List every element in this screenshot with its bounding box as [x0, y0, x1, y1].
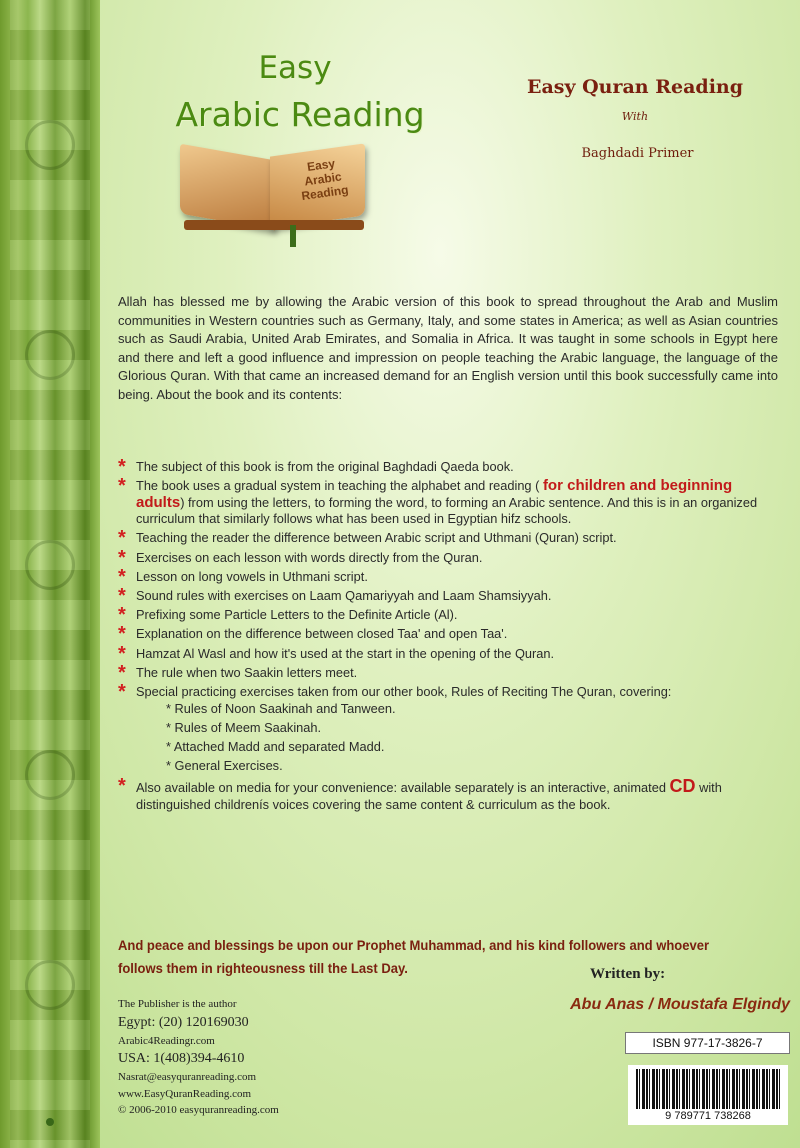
contents-list — [116, 456, 780, 816]
sub-item: * General Exercises. — [166, 757, 283, 773]
star-icon: * — [118, 680, 126, 703]
phone-egypt: Egypt: (20) 120169030 — [118, 1014, 249, 1030]
highlight-audience: for children and beginning adults — [136, 477, 733, 511]
author-name: Abu Anas / Moustafa Elgindy — [570, 996, 790, 1013]
website-easyquranreading: www.EasyQuranReading.com — [118, 1087, 252, 1100]
ornament-icon — [25, 750, 75, 800]
closing-blessing: And peace and blessings be upon our Prophet Muhammad, and his kind followers and whoever follows them in righteousness till the Last Day. — [118, 937, 710, 976]
star-icon: * — [118, 527, 126, 550]
isbn-label: ISBN 977-17-3826-7 — [625, 1032, 790, 1054]
book-spine — [184, 220, 364, 230]
website-arabic4reading: Arabic4Readingr.com — [118, 1034, 215, 1047]
barcode — [628, 1065, 788, 1125]
series-subtitle: Baghdadi Primer — [581, 146, 694, 161]
book-cover-text: Easy Arabic Reading — [300, 156, 350, 204]
star-icon: * — [118, 456, 126, 478]
cd-label: CD — [669, 776, 696, 797]
email-address: Nasrat@easyquranreading.com — [118, 1071, 257, 1083]
bookmark-ribbon — [290, 225, 296, 247]
list-item: * Special practicing exercises taken from our other book, Rules of Reciting The Quran, covering: * Rules of Noon Saakinah and Tanween. * Rules of Meem Saakinah. * Attached Madd and separated Madd. * General Exercises. — [116, 684, 780, 776]
logo-line-arabic-reading: Arabic Reading — [175, 95, 425, 134]
star-icon: * — [118, 623, 126, 646]
series-with: With — [621, 110, 649, 123]
list-item: * The book uses a gradual system in teaching the alphabet and reading ( for children and beginning adults) from using the letters, to forming the word, to forming an Arabic sentence. And this is in an organized curriculum that similarly follows what has been used in Egyptian hifz schools. — [118, 475, 758, 527]
series-title: Easy Quran Reading — [526, 76, 744, 98]
list-item: * Teaching the reader the difference between Arabic script and Uthmani (Quran) script. — [118, 527, 617, 550]
book-left-page — [180, 144, 275, 231]
publisher-line: The Publisher is the author — [118, 998, 237, 1010]
ornament-icon — [25, 330, 75, 380]
written-by-label: Written by: — [590, 966, 666, 982]
ornament-icon — [25, 540, 75, 590]
book-icon — [170, 140, 370, 255]
star-icon: * — [118, 642, 126, 665]
list-item: * Lesson on long vowels in Uthmani script. — [118, 565, 368, 588]
list-item: * Sound rules with exercises on Laam Qamariyyah and Laam Shamsiyyah. — [118, 584, 552, 607]
ornament-icon — [25, 960, 75, 1010]
star-icon: * — [118, 604, 126, 627]
logo-line-easy: Easy — [258, 50, 332, 86]
barcode-bars-icon — [636, 1069, 780, 1109]
list-item: * Explanation on the difference between closed Taa' and open Taa'. — [118, 623, 508, 646]
list-item: * The rule when two Saakin letters meet. — [118, 661, 358, 684]
list-item: * Exercises on each lesson with words directly from the Quran. — [118, 546, 483, 569]
sub-item: * Rules of Noon Saakinah and Tanween. — [166, 701, 396, 717]
star-icon: * — [118, 775, 126, 798]
star-icon: * — [118, 546, 126, 569]
star-icon: * — [118, 565, 126, 588]
phone-usa: USA: 1(408)394-4610 — [118, 1051, 245, 1066]
sub-item: * Rules of Meem Saakinah. — [166, 720, 322, 736]
star-icon: * — [118, 475, 126, 498]
sub-item: * Attached Madd and separated Madd. — [166, 738, 385, 754]
dot-icon — [46, 1118, 54, 1126]
star-icon: * — [118, 584, 126, 607]
ornament-icon — [25, 120, 75, 170]
intro-paragraph: Allah has blessed me by allowing the Arabic version of this book to spread throughout the Arab and Muslim communities in Western countries such as Germany, Italy, and some states in America; as well as Asian countries such as Saudi Arabia, United Arab Emirates, and Somalia in Africa. It was taught in some schools in Egypt here and there and left a good influence and impression on people teaching the Arabic language, the language of the Glorious Quran. With that came an increased demand for an English version until this book successfully came into being. About the book and its contents: — [118, 294, 778, 402]
barcode-number: 9 789771 738268 — [665, 1110, 751, 1122]
list-item: * Also available on media for your convenience: available separately is an interactive, animated CD with distinguished childrenís voices covering the same content & curriculum as the book. — [118, 775, 722, 812]
copyright: © 2006-2010 easyquranreading.com — [118, 1104, 279, 1116]
list-item: * Prefixing some Particle Letters to the Definite Article (Al). — [118, 604, 458, 627]
list-item: * Hamzat Al Wasl and how it's used at the start in the opening of the Quran. — [118, 642, 555, 665]
list-item: * The subject of this book is from the original Baghdadi Qaeda book. — [118, 456, 514, 478]
publisher-info — [118, 996, 418, 1119]
star-icon: * — [118, 661, 126, 684]
decorative-border — [0, 0, 100, 1148]
